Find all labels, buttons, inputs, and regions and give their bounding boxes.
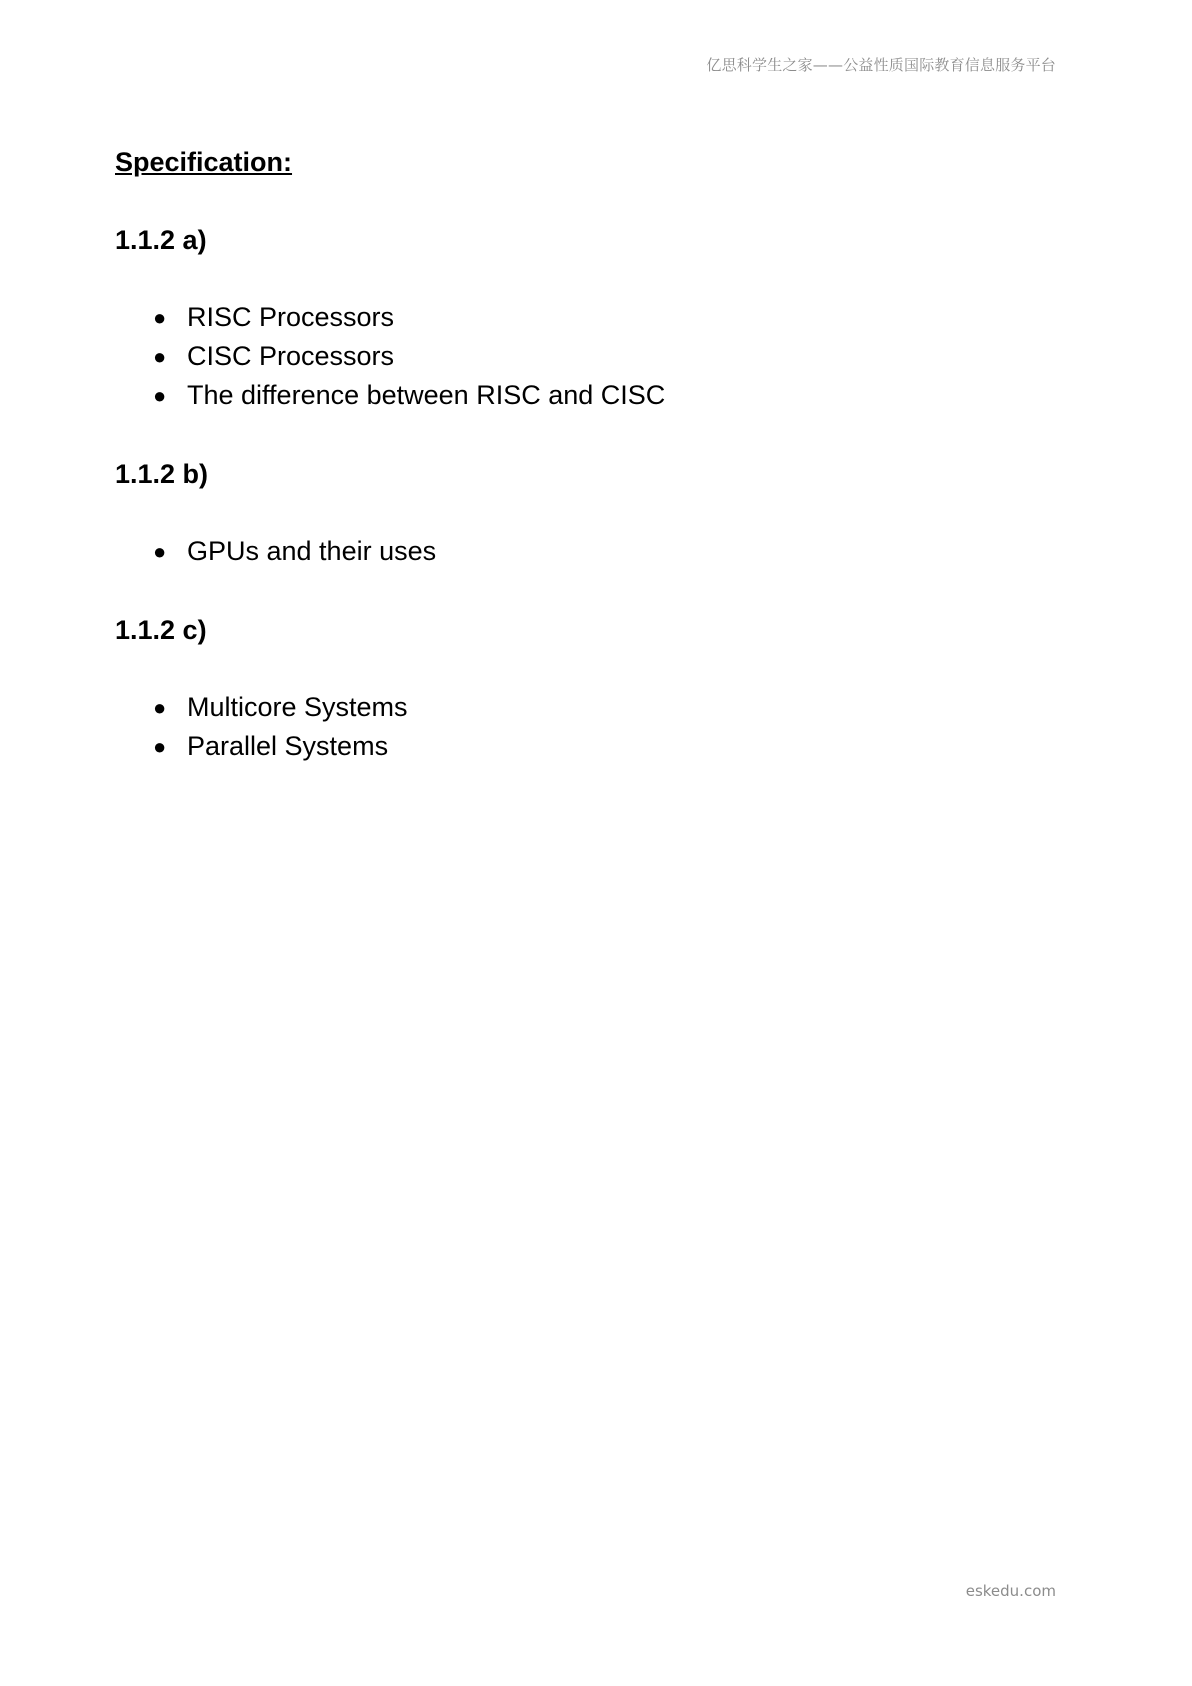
- bullet-icon: ●: [153, 344, 167, 369]
- list-item-text: RISC Processors: [187, 302, 395, 332]
- bullet-icon: ●: [153, 695, 167, 720]
- section-1-1-2-a: [115, 220, 1075, 415]
- bullet-icon: ●: [153, 539, 167, 564]
- section-1-1-2-c: [115, 610, 1075, 766]
- list-item-text: The difference between RISC and CISC: [187, 380, 666, 410]
- document-body: [115, 142, 1075, 766]
- list-item-text: Multicore Systems: [187, 692, 408, 722]
- section-1-1-2-b: [115, 454, 1075, 571]
- bullet-icon: ●: [153, 383, 167, 408]
- page-footer-text: eskedu.com: [965, 1582, 1056, 1600]
- list-item: [115, 376, 1075, 415]
- section-heading: 1.1.2 b): [115, 459, 209, 489]
- list-item: [115, 727, 1075, 766]
- bullet-list: [115, 688, 1075, 766]
- bullet-list: [115, 532, 1075, 571]
- section-heading: 1.1.2 a): [115, 225, 207, 255]
- spacer: [115, 494, 1075, 532]
- list-item: [115, 532, 1075, 571]
- list-item-text: CISC Processors: [187, 341, 395, 371]
- spacer: [115, 650, 1075, 688]
- bullet-icon: ●: [153, 305, 167, 330]
- bullet-list: [115, 298, 1075, 415]
- section-heading: 1.1.2 c): [115, 615, 207, 645]
- list-item-text: GPUs and their uses: [187, 536, 437, 566]
- page-header-text: 亿思科学生之家——公益性质国际教育信息服务平台: [706, 56, 1056, 74]
- bullet-icon: ●: [153, 734, 167, 759]
- list-item: [115, 298, 1075, 337]
- spacer: [115, 415, 1075, 454]
- list-item-text: Parallel Systems: [187, 731, 389, 761]
- spacer: [115, 182, 1075, 220]
- list-item: [115, 688, 1075, 727]
- specification-title: Specification:: [115, 147, 293, 177]
- spacer: [115, 260, 1075, 298]
- list-item: [115, 337, 1075, 376]
- spacer: [115, 571, 1075, 610]
